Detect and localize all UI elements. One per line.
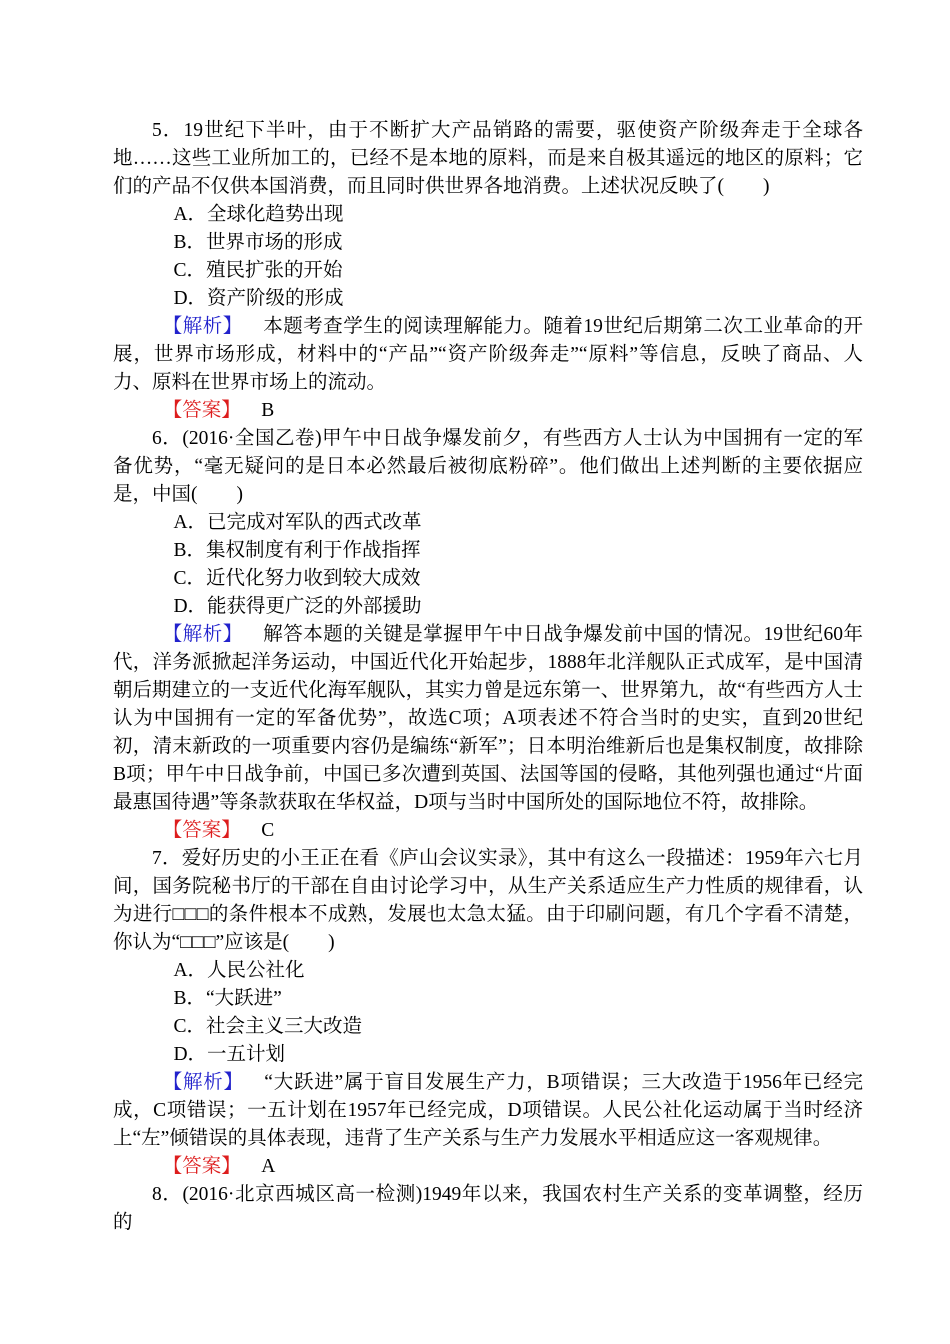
document-content xyxy=(113,117,863,1237)
question-number: 5． xyxy=(152,120,184,141)
question-text: (2016·全国乙卷)甲午中日战争爆发前夕，有些西方人士认为中国拥有一定的军备优势，“毫无疑问的是日本必然最后被彻底粉碎”。他们做出上述判断的主要依据应是，中国( ) xyxy=(113,428,863,505)
analysis-text: 本题考查学生的阅读理解能力。随着19世纪后期第二次工业革命的开展，世界市场形成，材料中的“产品”“资产阶级奔走”“原料”等信息，反映了商品、人力、原料在世界市场上的流动。 xyxy=(113,316,863,393)
question-text: (2016·北京西城区高一检测)1949年以来，我国农村生产关系的变革调整，经历的 xyxy=(113,1184,863,1233)
question-stem xyxy=(113,425,863,509)
analysis-line xyxy=(113,313,863,397)
answer-label: 【答案】 xyxy=(162,400,241,421)
question-number: 8． xyxy=(152,1184,183,1205)
question-text: 爱好历史的小王正在看《庐山会议实录》，其中有这么一段描述：1959年六七月间，国务院秘书厅的干部在自由讨论学习中，从生产关系适应生产力性质的规律看，认为进行□□□的条件根本不成熟，发展也太急太猛。由于印刷问题，有几个字看不清楚，你认为“□□□”应该是( ) xyxy=(113,848,863,953)
answer-letter: A xyxy=(261,1156,276,1177)
question-block-6 xyxy=(113,425,863,845)
analysis-line xyxy=(113,621,863,817)
question-block-8 xyxy=(113,1181,863,1237)
option-d: D．资产阶级的形成 xyxy=(173,288,344,309)
option-d: D．一五计划 xyxy=(173,1044,286,1065)
option-b: B．世界市场的形成 xyxy=(173,232,343,253)
option-c: C．殖民扩张的开始 xyxy=(173,260,343,281)
question-stem xyxy=(113,1181,863,1237)
analysis-label: 【解析】 xyxy=(162,1072,244,1093)
question-block-5 xyxy=(113,117,863,425)
answer-label: 【答案】 xyxy=(162,820,241,841)
option-c: C．社会主义三大改造 xyxy=(173,1016,362,1037)
analysis-text: “大跃进”属于盲目发展生产力，B项错误；三大改造于1956年已经完成，C项错误；一五计划在1957年已经完成，D项错误。人民公社化运动属于当时经济上“左”倾错误的具体表现，违背了生产关系与生产力发展水平相适应这一客观规律。 xyxy=(113,1072,863,1149)
question-stem xyxy=(113,117,863,201)
analysis-label: 【解析】 xyxy=(162,316,243,337)
answer-line xyxy=(113,817,863,845)
answer-line xyxy=(113,1153,863,1181)
answer-letter: C xyxy=(261,820,275,841)
question-stem xyxy=(113,845,863,957)
question-text: 19世纪下半叶，由于不断扩大产品销路的需要，驱使资产阶级奔走于全球各地……这些工业所加工的，已经不是本地的原料，而是来自极其遥远的地区的原料；它们的产品不仅供本国消费，而且同时供世界各地消费。上述状况反映了( ) xyxy=(113,120,863,197)
option-a: A．已完成对军队的西式改革 xyxy=(173,512,422,533)
option-d: D．能获得更广泛的外部援助 xyxy=(173,596,422,617)
question-number: 7． xyxy=(152,848,182,869)
analysis-line xyxy=(113,1069,863,1153)
option-b: B．“大跃进” xyxy=(173,988,282,1009)
answer-line xyxy=(113,397,863,425)
option-a: A．人民公社化 xyxy=(173,960,305,981)
option-b: B．集权制度有利于作战指挥 xyxy=(173,540,421,561)
question-block-7 xyxy=(113,845,863,1181)
answer-label: 【答案】 xyxy=(162,1156,241,1177)
option-a: A．全球化趋势出现 xyxy=(173,204,344,225)
analysis-text: 解答本题的关键是掌握甲午中日战争爆发前中国的情况。19世纪60年代，洋务派掀起洋务运动，中国近代化开始起步，1888年北洋舰队正式成军，是中国清朝后期建立的一支近代化海军舰队，其实力曾是远东第一、世界第九，故“有些西方人士认为中国拥有一定的军备优势”，故选C项；A项表述不符合当时的史实，直到20世纪初，清末新政的一项重要内容仍是编练“新军”；日本明治维新后也是集权制度，故排除B项；甲午中日战争前，中国已多次遭到英国、法国等国的侵略，其他列强也通过“片面最惠国待遇”等条款获取在华权益，D项与当时中国所处的国际地位不符，故排除。 xyxy=(113,624,863,813)
question-number: 6． xyxy=(152,428,183,449)
option-c: C．近代化努力收到较大成效 xyxy=(173,568,421,589)
answer-letter: B xyxy=(261,400,275,421)
analysis-label: 【解析】 xyxy=(162,624,243,645)
